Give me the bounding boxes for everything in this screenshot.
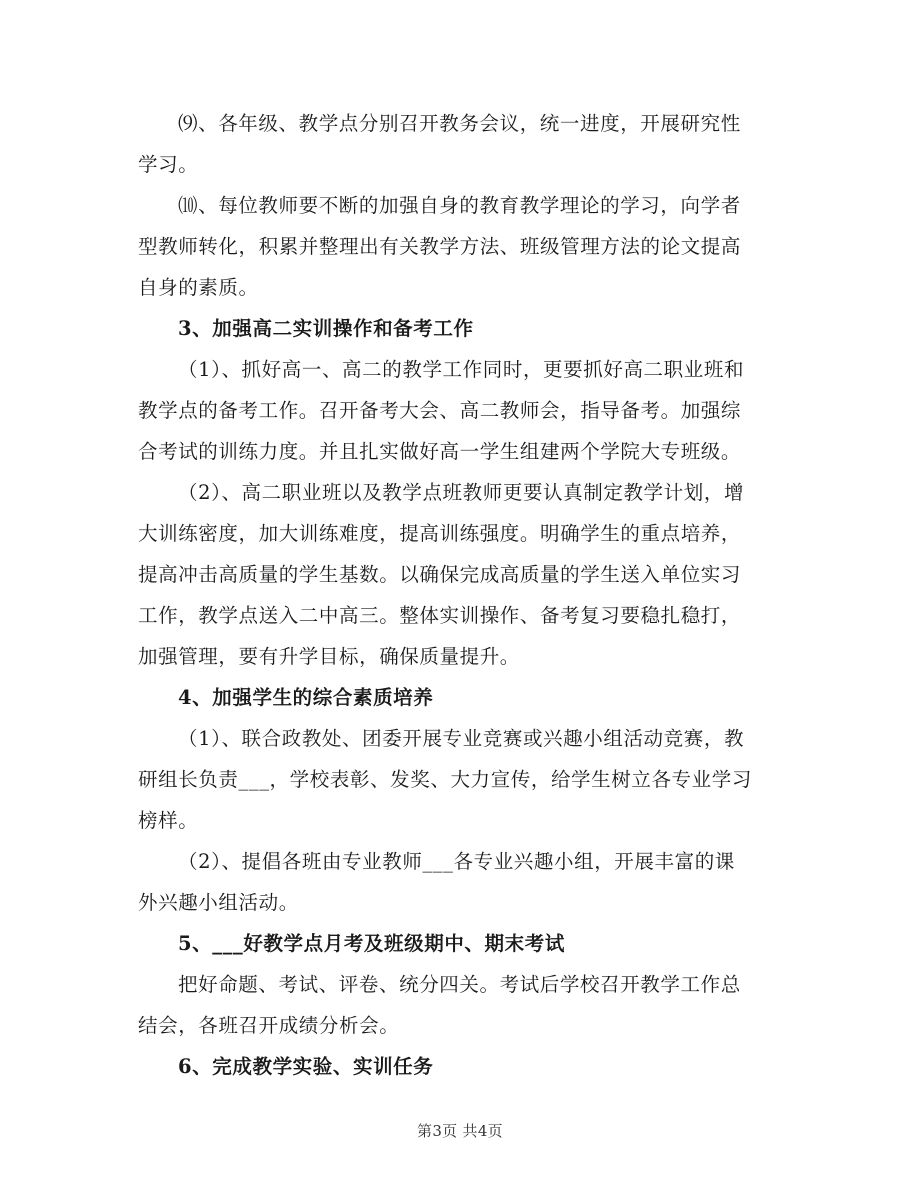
section-heading-3: 3、加强高二实训操作和备考工作 — [178, 317, 474, 340]
paragraph-10-line-1: ⑽、每位教师要不断的加强自身的教育教学理论的学习，向学者 — [178, 194, 741, 217]
section-5-line-2: 结会，各班召开成绩分析会。 — [138, 1014, 400, 1037]
section-heading-6: 6、完成教学实验、实训任务 — [178, 1055, 434, 1078]
section-heading-4: 4、加强学生的综合素质培养 — [178, 686, 434, 709]
paragraph-10-line-3: 自身的素质。 — [138, 276, 259, 299]
section-4-item-1-line-1: （1）、联合政教处、团委开展专业竞赛或兴趣小组活动竞赛，教 — [178, 727, 745, 750]
section-3-item-2-line-2: 大训练密度，加大训练难度，提高训练强度。明确学生的重点培养， — [138, 522, 742, 545]
section-3-item-1-line-3: 合考试的训练力度。并且扎实做好高一学生组建两个学院大专班级。 — [138, 440, 742, 463]
section-3-item-2-line-3: 提高冲击高质量的学生基数。以确保完成高质量的学生送入单位实习 — [138, 563, 742, 586]
section-4-item-2-line-1: （2）、提倡各班由专业教师___各专业兴趣小组，开展丰富的课 — [178, 850, 735, 873]
section-3-item-1-line-2: 教学点的备考工作。召开备考大会、高二教师会，指导备考。加强综 — [138, 399, 742, 422]
paragraph-9-line-2: 学习。 — [138, 153, 199, 176]
section-3-item-1-line-1: （1）、抓好高一、高二的教学工作同时，更要抓好高二职业班和 — [178, 358, 745, 381]
page-footer: 第3页 共4页 — [417, 1122, 503, 1140]
section-3-item-2-line-4: 工作，教学点送入二中高三。整体实训操作、备考复习要稳扎稳打， — [138, 604, 742, 627]
section-3-item-2-line-5: 加强管理，要有升学目标，确保质量提升。 — [138, 645, 520, 668]
section-4-item-1-line-2: 研组长负责___，学校表彰、发奖、大力宣传，给学生树立各专业学习 — [138, 768, 752, 791]
section-5-line-1: 把好命题、考试、评卷、统分四关。考试后学校召开教学工作总 — [178, 973, 741, 996]
paragraph-9-line-1: ⑼、各年级、教学点分别召开教务会议，统一进度，开展研究性 — [178, 112, 741, 135]
section-heading-5: 5、___好教学点月考及班级期中、期末考试 — [178, 932, 565, 955]
section-4-item-1-line-3: 榜样。 — [138, 809, 199, 832]
section-4-item-2-line-2: 外兴趣小组活动。 — [138, 891, 299, 914]
section-3-item-2-line-1: （2）、高二职业班以及教学点班教师更要认真制定教学计划，增 — [178, 481, 745, 504]
paragraph-10-line-2: 型教师转化，积累并整理出有关教学方法、班级管理方法的论文提高 — [138, 235, 742, 258]
